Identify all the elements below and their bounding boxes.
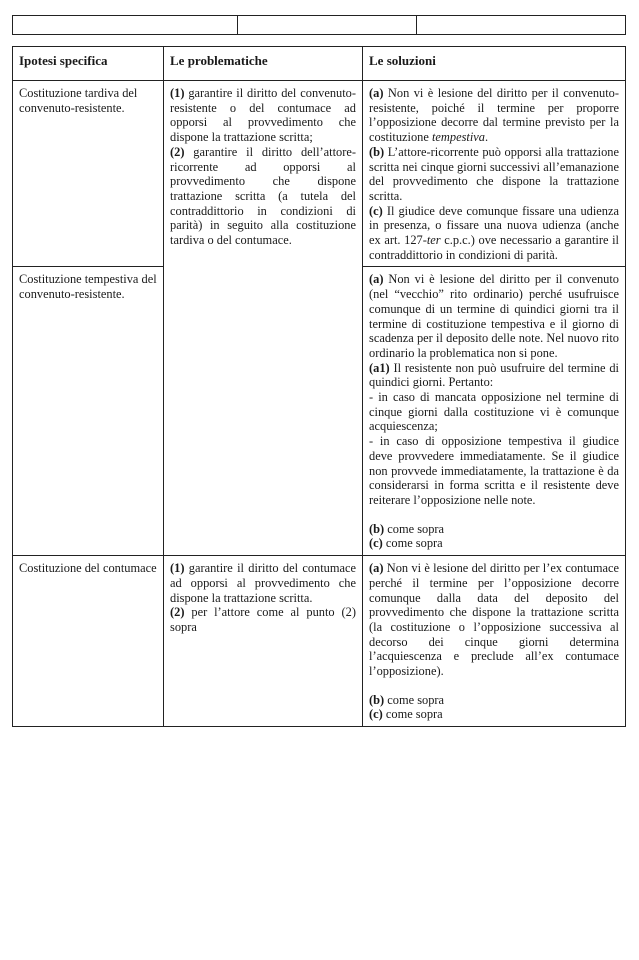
- header-ipotesi: Ipotesi specifica: [13, 47, 164, 81]
- ipotesi-text: Costituzione tempestiva del convenuto-resistente.: [19, 272, 157, 302]
- table-row: [13, 556, 626, 727]
- problematica-item: (1) garantire il diritto del contumace ad opporsi al provvedimento che dispone la trattazione scritta.: [170, 561, 356, 605]
- soluzioni-cell: [363, 267, 626, 556]
- ipotesi-cell: [13, 556, 164, 727]
- problematiche-cell: [164, 556, 363, 727]
- blank-cell-3: [417, 16, 626, 35]
- problematica-item: (2) per l’attore come al punto (2) sopra: [170, 605, 356, 634]
- header-blank-table: [12, 15, 626, 35]
- problematica-item: (2) garantire il diritto dell’attore-ricorrente ad opporsi al provvedimento che dispone trattazione scritta (a tutela del contraddittorio in condizioni di parità) in seguito alla costituzione tardiva o del contumace.: [170, 144, 356, 248]
- header-problematiche: Le problematiche: [164, 47, 363, 81]
- soluzioni-cell: [363, 81, 626, 267]
- soluzione-item: (c) come sopra: [369, 536, 443, 551]
- soluzioni-cell: [363, 556, 626, 727]
- blank-cell-2: [238, 16, 417, 35]
- soluzione-item: (c) Il giudice deve comunque fissare una udienza in presenza, o fissare una nuova udienza (anche ex art. 127-ter c.p.c.) ove necessario a garantire il contraddittorio in condizioni di parità.: [369, 203, 619, 262]
- soluzione-item: (a1) Il resistente non può usufruire del termine di quindici giorni. Pertanto:: [369, 360, 619, 390]
- ipotesi-cell: [13, 81, 164, 267]
- soluzione-item: (a) Non vi è lesione del diritto per il convenuto-resistente, poiché il termine per proporre l’opposizione decorre dal termine previsto per la costituzione tempestiva.: [369, 86, 619, 145]
- soluzione-item: (b) come sopra: [369, 521, 445, 536]
- soluzione-item: (a) Non vi è lesione del diritto per l’ex contumace perché il termine per l’opposizione decorre comunque dalla data del deposito del provvedimento che dispone la trattazione scritta (la costituzione o l’opposizione successiva al decorso dei cinque giorni determina l’acquiescenza e preclude all’ex contumace l’opposizione).: [369, 561, 619, 679]
- solutions-table: [12, 46, 626, 727]
- soluzione-item: (a) Non vi è lesione del diritto per il convenuto (nel “vecchio” rito ordinario) perché usufruisce comunque di un termine di quindici giorni tra il termine di costituzione tempestiva e il giorno di scadenza per il deposito delle note. Nel nuovo rito ordinario la problematica non si pone.: [369, 272, 619, 360]
- blank-cell-1: [13, 16, 238, 35]
- header-soluzioni: Le soluzioni: [363, 47, 626, 81]
- ipotesi-text: Costituzione tardiva del convenuto-resistente.: [19, 86, 138, 115]
- soluzione-item: (c) come sopra: [369, 707, 443, 722]
- problematiche-cell: [164, 81, 363, 556]
- table-row: [13, 81, 626, 267]
- soluzione-dash-item: - in caso di opposizione tempestiva il giudice deve provvedere immediatamente. Se il giudice non provvede immediatamente, la trattazione è da considerarsi in forma scritta e il resistente deve reiterare l’opposizione nelle note.: [369, 434, 619, 507]
- ipotesi-cell: [13, 267, 164, 556]
- soluzione-item: (b) L’attore-ricorrente può opporsi alla trattazione scritta nei cinque giorni successivi all’emanazione del provvedimento che dispone la trattazione scritta.: [369, 144, 619, 203]
- problematica-item: (1) garantire il diritto del convenuto-resistente o del contumace ad opporsi al provvedimento che dispone la trattazione scritta;: [170, 86, 357, 145]
- soluzione-dash-item: - in caso di mancata opposizione nel termine di cinque giorni dalla costituzione vi è comunque acquiescenza;: [369, 390, 619, 434]
- ipotesi-text: Costituzione del contumace: [19, 561, 157, 576]
- soluzione-item: (b) come sopra: [369, 692, 445, 707]
- table-header-row: [13, 47, 626, 81]
